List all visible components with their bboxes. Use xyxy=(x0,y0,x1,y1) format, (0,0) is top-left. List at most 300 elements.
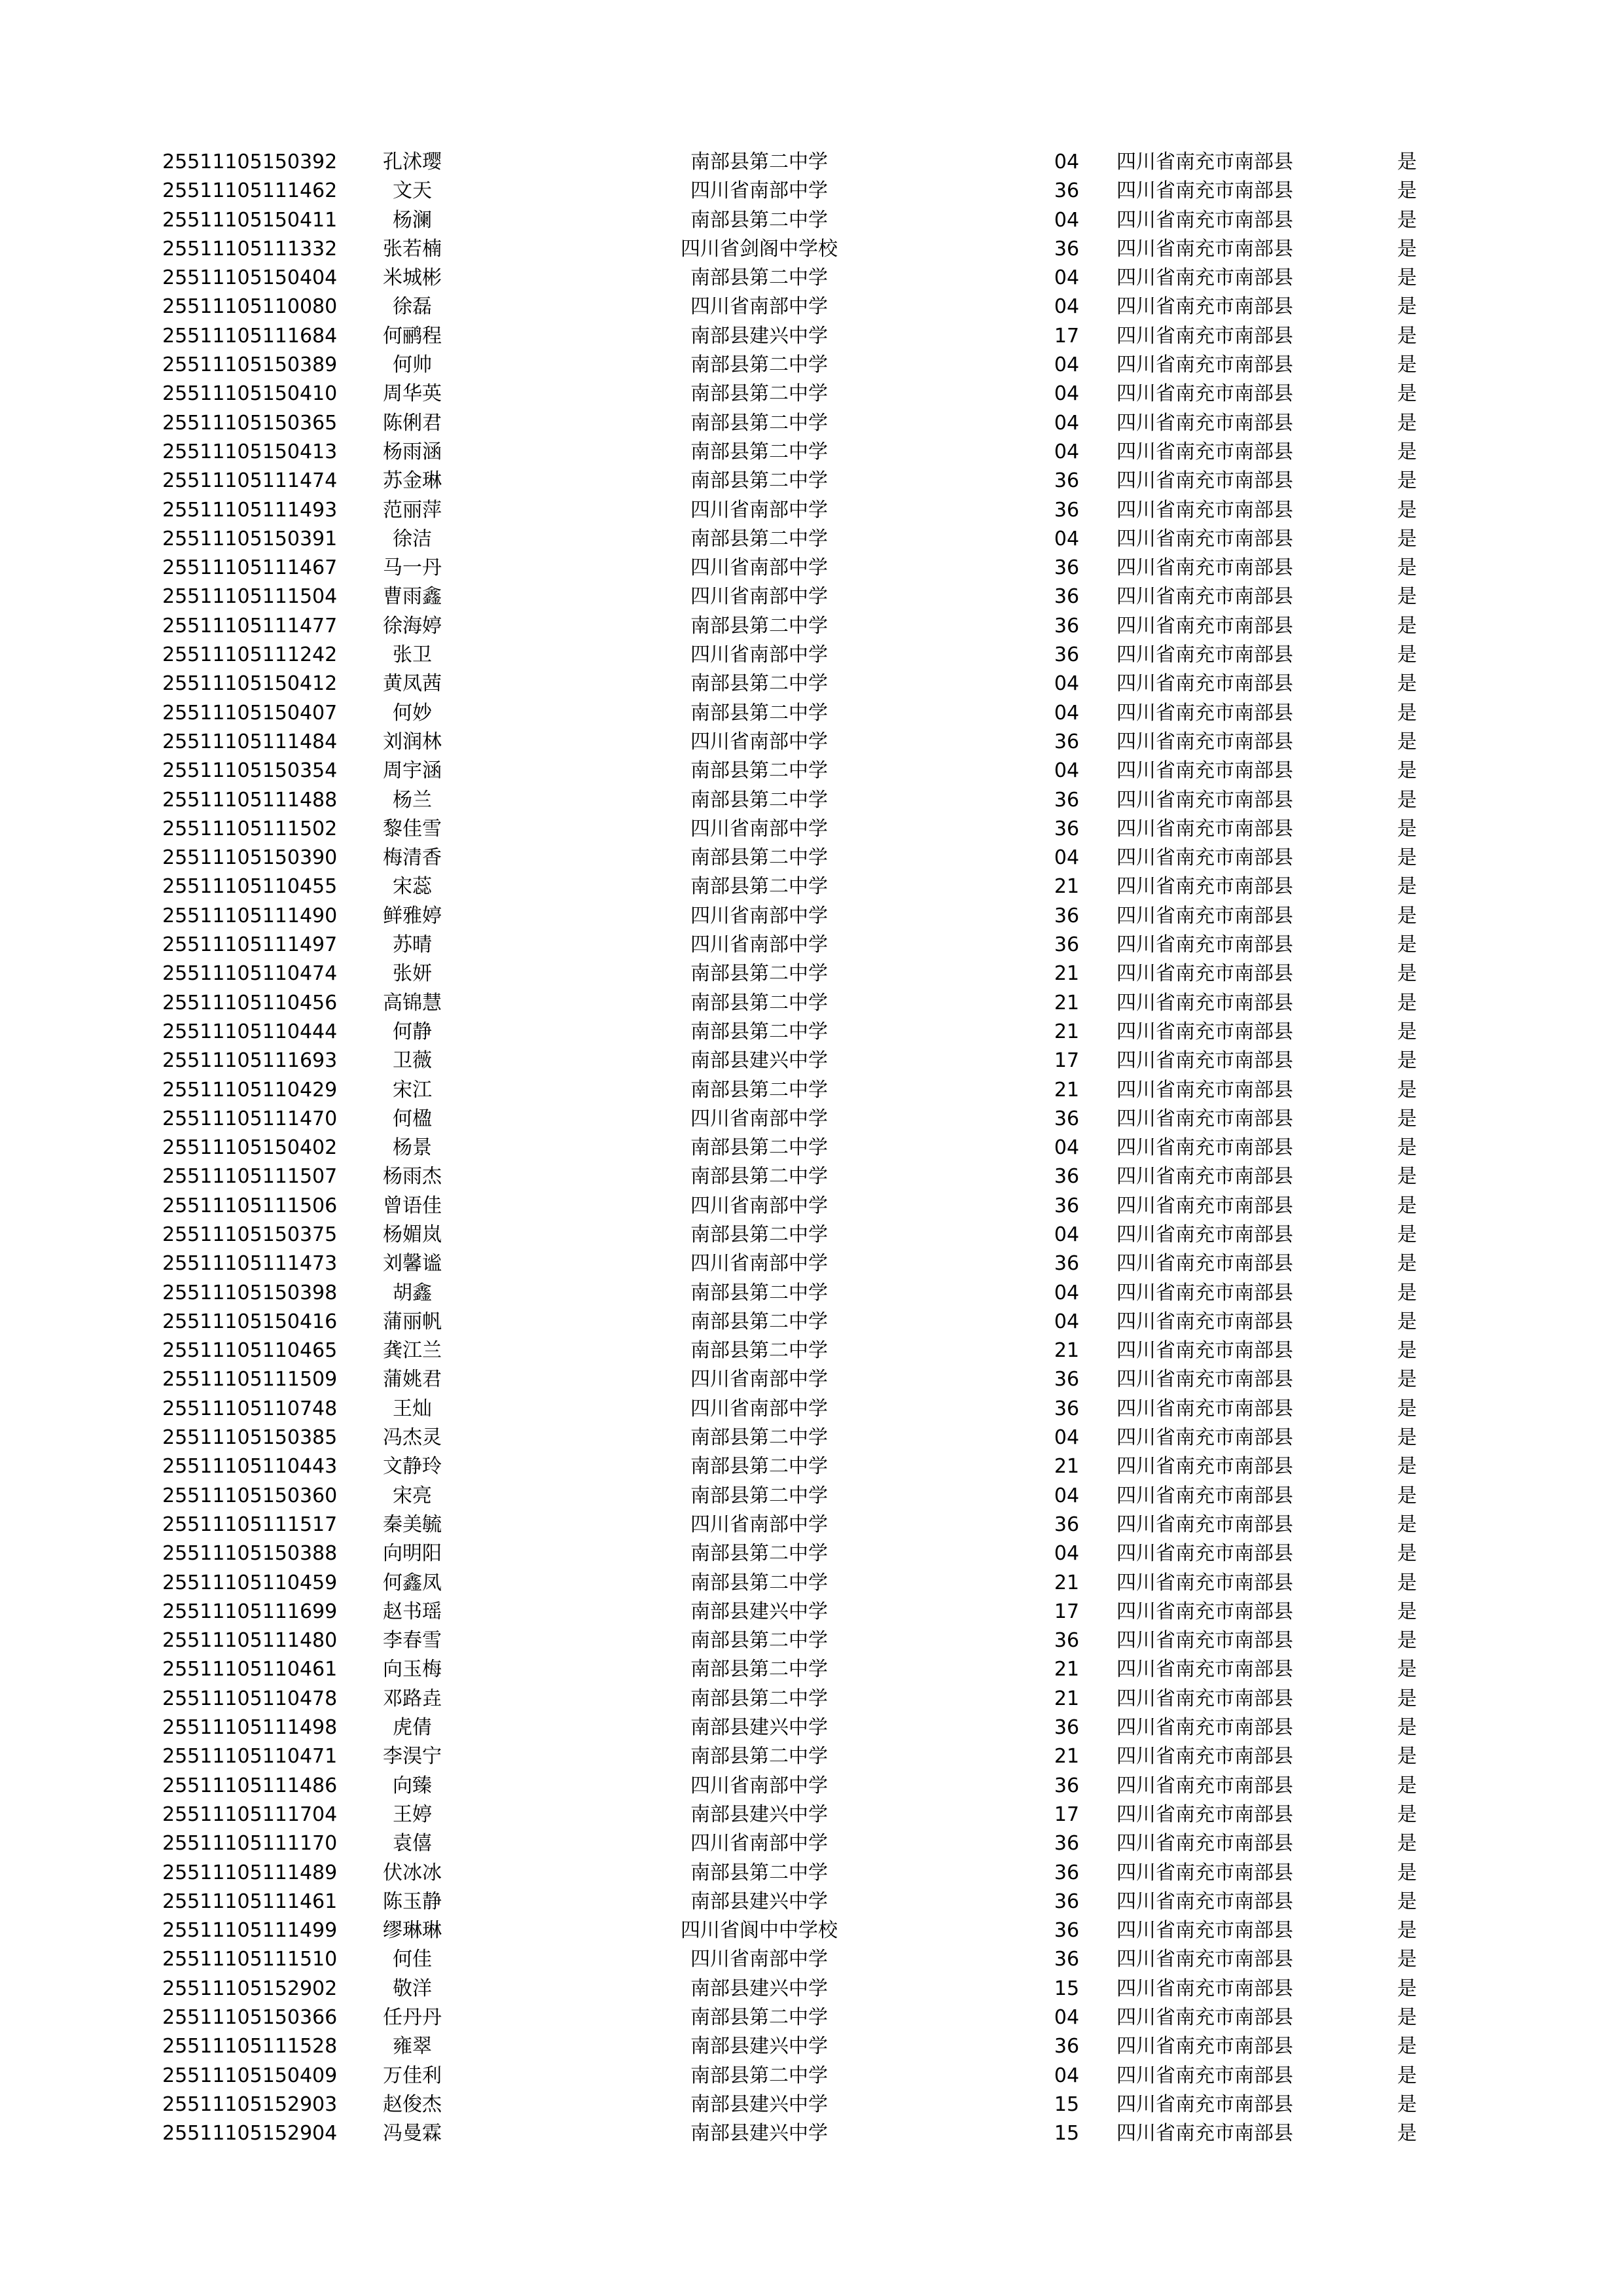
student-name: 雍翠 xyxy=(393,2035,432,2058)
table-row xyxy=(0,1685,1623,1713)
table-row xyxy=(0,786,1623,815)
status-flag: 是 xyxy=(1397,1745,1417,1768)
student-name: 何静 xyxy=(393,1020,432,1043)
status-flag: 是 xyxy=(1397,759,1417,783)
region: 四川省南充市南部县 xyxy=(1116,1368,1293,1391)
status-flag: 是 xyxy=(1397,1310,1417,1333)
student-name: 宋江 xyxy=(393,1078,432,1102)
table-row xyxy=(0,2119,1623,2148)
exam-number: 25511105111462 xyxy=(162,179,338,203)
exam-number: 25511105150354 xyxy=(162,759,338,783)
exam-number: 25511105150411 xyxy=(162,208,338,232)
status-flag: 是 xyxy=(1397,817,1417,840)
status-flag: 是 xyxy=(1397,1281,1417,1304)
school-name: 南部县第二中学 xyxy=(690,614,828,637)
student-name: 冯杰灵 xyxy=(383,1426,442,1450)
category-code: 04 xyxy=(1054,208,1080,232)
exam-number: 25511105150375 xyxy=(162,1223,338,1246)
exam-number: 25511105111467 xyxy=(162,556,338,580)
category-code: 36 xyxy=(1054,1368,1080,1391)
region: 四川省南充市南部县 xyxy=(1116,411,1293,435)
region: 四川省南充市南部县 xyxy=(1116,295,1293,319)
region: 四川省南充市南部县 xyxy=(1116,1774,1293,1797)
exam-number: 25511105152903 xyxy=(162,2092,338,2116)
exam-number: 25511105111510 xyxy=(162,1948,338,1971)
exam-number: 25511105111480 xyxy=(162,1629,338,1653)
school-name: 南部县建兴中学 xyxy=(690,1803,828,1826)
student-name: 李春雪 xyxy=(383,1629,442,1653)
category-code: 21 xyxy=(1054,875,1080,899)
status-flag: 是 xyxy=(1397,1078,1417,1102)
category-code: 21 xyxy=(1054,962,1080,986)
table-row xyxy=(0,1916,1623,1945)
table-row xyxy=(0,1829,1623,1858)
status-flag: 是 xyxy=(1397,933,1417,957)
exam-number: 25511105111497 xyxy=(162,933,338,957)
student-name: 王婷 xyxy=(393,1803,432,1826)
school-name: 南部县第二中学 xyxy=(690,788,828,812)
student-name: 曹雨鑫 xyxy=(383,585,442,609)
school-name: 南部县第二中学 xyxy=(690,266,828,290)
table-row xyxy=(0,148,1623,177)
category-code: 04 xyxy=(1054,1223,1080,1246)
exam-number: 25511105150389 xyxy=(162,353,338,377)
table-row xyxy=(0,554,1623,583)
status-flag: 是 xyxy=(1397,1600,1417,1623)
exam-number: 25511105150416 xyxy=(162,1310,338,1333)
student-name: 曾语佳 xyxy=(383,1194,442,1217)
student-name: 马一丹 xyxy=(383,556,442,580)
exam-number: 25511105150365 xyxy=(162,411,338,435)
school-name: 南部县第二中学 xyxy=(690,759,828,783)
table-row xyxy=(0,1975,1623,2003)
region: 四川省南充市南部县 xyxy=(1116,962,1293,986)
exam-number: 25511105111461 xyxy=(162,1890,338,1913)
student-name: 杨媚岚 xyxy=(383,1223,442,1246)
table-row xyxy=(0,1598,1623,1626)
status-flag: 是 xyxy=(1397,266,1417,290)
category-code: 17 xyxy=(1054,324,1080,348)
exam-number: 25511105111490 xyxy=(162,904,338,927)
table-row xyxy=(0,902,1623,931)
student-name: 苏晴 xyxy=(393,933,432,957)
region: 四川省南充市南部县 xyxy=(1116,151,1293,173)
student-name: 米城彬 xyxy=(383,266,442,290)
student-name: 冯曼霖 xyxy=(383,2122,442,2145)
school-name: 南部县第二中学 xyxy=(690,962,828,986)
region: 四川省南充市南部县 xyxy=(1116,1919,1293,1943)
roster-table xyxy=(0,148,1623,2148)
exam-number: 25511105150410 xyxy=(162,382,338,406)
student-name: 苏金琳 xyxy=(383,469,442,493)
exam-number: 25511105150392 xyxy=(162,151,338,173)
table-row xyxy=(0,641,1623,670)
student-name: 徐磊 xyxy=(393,295,432,319)
exam-number: 25511105111470 xyxy=(162,1107,338,1130)
student-name: 万佳利 xyxy=(383,2064,442,2087)
student-name: 杨澜 xyxy=(393,208,432,232)
category-code: 36 xyxy=(1054,788,1080,812)
region: 四川省南充市南部县 xyxy=(1116,1948,1293,1971)
status-flag: 是 xyxy=(1397,730,1417,753)
student-name: 周宇涵 xyxy=(383,759,442,783)
student-name: 卫薇 xyxy=(393,1049,432,1073)
exam-number: 25511105111489 xyxy=(162,1861,338,1884)
exam-number: 25511105111684 xyxy=(162,324,338,348)
category-code: 04 xyxy=(1054,701,1080,725)
status-flag: 是 xyxy=(1397,469,1417,493)
category-code: 21 xyxy=(1054,1745,1080,1768)
exam-number: 25511105110459 xyxy=(162,1571,338,1594)
table-row xyxy=(0,1539,1623,1568)
region: 四川省南充市南部县 xyxy=(1116,846,1293,870)
status-flag: 是 xyxy=(1397,1049,1417,1073)
table-row xyxy=(0,1859,1623,1888)
exam-number: 25511105111484 xyxy=(162,730,338,753)
category-code: 36 xyxy=(1054,904,1080,927)
status-flag: 是 xyxy=(1397,1020,1417,1043)
school-name: 南部县第二中学 xyxy=(690,701,828,725)
status-flag: 是 xyxy=(1397,1542,1417,1566)
category-code: 21 xyxy=(1054,1658,1080,1681)
table-row xyxy=(0,960,1623,988)
region: 四川省南充市南部县 xyxy=(1116,1542,1293,1566)
school-name: 南部县第二中学 xyxy=(690,1745,828,1768)
category-code: 36 xyxy=(1054,1832,1080,1856)
student-name: 李淏宁 xyxy=(383,1745,442,1768)
table-row xyxy=(0,1945,1623,1974)
school-name: 四川省南部中学 xyxy=(690,179,828,203)
category-code: 36 xyxy=(1054,179,1080,203)
region: 四川省南充市南部县 xyxy=(1116,1745,1293,1768)
school-name: 南部县建兴中学 xyxy=(690,2035,828,2058)
region: 四川省南充市南部县 xyxy=(1116,1658,1293,1681)
school-name: 南部县第二中学 xyxy=(690,151,828,173)
table-row xyxy=(0,2062,1623,2090)
category-code: 36 xyxy=(1054,1252,1080,1276)
student-name: 何帅 xyxy=(393,353,432,377)
table-row xyxy=(0,409,1623,438)
category-code: 36 xyxy=(1054,1629,1080,1653)
region: 四川省南充市南部县 xyxy=(1116,759,1293,783)
category-code: 21 xyxy=(1054,1020,1080,1043)
exam-number: 25511105110456 xyxy=(162,991,338,1014)
table-row xyxy=(0,1134,1623,1162)
student-name: 文静玲 xyxy=(383,1455,442,1479)
student-name: 秦美毓 xyxy=(383,1513,442,1536)
table-row xyxy=(0,264,1623,293)
school-name: 南部县第二中学 xyxy=(690,208,828,232)
school-name: 四川省南部中学 xyxy=(690,585,828,609)
school-name: 南部县第二中学 xyxy=(690,1687,828,1710)
school-name: 四川省南部中学 xyxy=(690,1252,828,1276)
status-flag: 是 xyxy=(1397,1571,1417,1594)
exam-number: 25511105150390 xyxy=(162,846,338,870)
school-name: 四川省南部中学 xyxy=(690,643,828,667)
region: 四川省南充市南部县 xyxy=(1116,1165,1293,1189)
region: 四川省南充市南部县 xyxy=(1116,1977,1293,2000)
exam-number: 25511105110471 xyxy=(162,1745,338,1768)
status-flag: 是 xyxy=(1397,1890,1417,1913)
school-name: 南部县第二中学 xyxy=(690,2064,828,2087)
table-row xyxy=(0,872,1623,901)
school-name: 南部县第二中学 xyxy=(690,1629,828,1653)
status-flag: 是 xyxy=(1397,1339,1417,1363)
category-code: 36 xyxy=(1054,556,1080,580)
category-code: 36 xyxy=(1054,1919,1080,1943)
school-name: 四川省南部中学 xyxy=(690,1513,828,1536)
region: 四川省南充市南部县 xyxy=(1116,469,1293,493)
student-name: 蒲姚君 xyxy=(383,1368,442,1391)
category-code: 36 xyxy=(1054,1861,1080,1884)
table-row xyxy=(0,525,1623,554)
exam-number: 25511105110443 xyxy=(162,1455,338,1479)
exam-number: 25511105110461 xyxy=(162,1658,338,1681)
exam-number: 25511105150409 xyxy=(162,2064,338,2087)
category-code: 21 xyxy=(1054,1078,1080,1102)
category-code: 04 xyxy=(1054,759,1080,783)
exam-number: 25511105110455 xyxy=(162,875,338,899)
table-row xyxy=(0,815,1623,844)
region: 四川省南充市南部县 xyxy=(1116,440,1293,463)
school-name: 四川省南部中学 xyxy=(690,1107,828,1130)
table-row xyxy=(0,1626,1623,1655)
region: 四川省南充市南部县 xyxy=(1116,730,1293,753)
region: 四川省南充市南部县 xyxy=(1116,2122,1293,2145)
category-code: 36 xyxy=(1054,237,1080,260)
category-code: 04 xyxy=(1054,672,1080,696)
region: 四川省南充市南部县 xyxy=(1116,2092,1293,2116)
exam-number: 25511105111506 xyxy=(162,1194,338,1217)
status-flag: 是 xyxy=(1397,1803,1417,1826)
status-flag: 是 xyxy=(1397,1397,1417,1420)
table-row xyxy=(0,583,1623,611)
status-flag: 是 xyxy=(1397,585,1417,609)
exam-number: 25511105111488 xyxy=(162,788,338,812)
status-flag: 是 xyxy=(1397,672,1417,696)
category-code: 36 xyxy=(1054,817,1080,840)
student-name: 龚江兰 xyxy=(383,1339,442,1363)
category-code: 36 xyxy=(1054,585,1080,609)
region: 四川省南充市南部县 xyxy=(1116,1600,1293,1623)
status-flag: 是 xyxy=(1397,1977,1417,2000)
student-name: 梅清香 xyxy=(383,846,442,870)
school-name: 南部县第二中学 xyxy=(690,1484,828,1507)
exam-number: 25511105150412 xyxy=(162,672,338,696)
exam-number: 25511105111493 xyxy=(162,498,338,522)
table-row xyxy=(0,438,1623,467)
region: 四川省南充市南部县 xyxy=(1116,875,1293,899)
exam-number: 25511105111704 xyxy=(162,1803,338,1826)
exam-number: 25511105110080 xyxy=(162,295,338,319)
exam-number: 25511105111504 xyxy=(162,585,338,609)
region: 四川省南充市南部县 xyxy=(1116,1455,1293,1479)
school-name: 四川省南部中学 xyxy=(690,1832,828,1856)
status-flag: 是 xyxy=(1397,904,1417,927)
school-name: 南部县第二中学 xyxy=(690,1020,828,1043)
school-name: 南部县第二中学 xyxy=(690,1658,828,1681)
school-name: 南部县第二中学 xyxy=(690,1455,828,1479)
student-name: 虎倩 xyxy=(393,1716,432,1740)
exam-number: 25511105111242 xyxy=(162,643,338,667)
exam-number: 25511105111517 xyxy=(162,1513,338,1536)
category-code: 21 xyxy=(1054,991,1080,1014)
status-flag: 是 xyxy=(1397,1861,1417,1884)
region: 四川省南充市南部县 xyxy=(1116,1020,1293,1043)
student-name: 徐洁 xyxy=(393,527,432,550)
category-code: 17 xyxy=(1054,1049,1080,1073)
region: 四川省南充市南部县 xyxy=(1116,1803,1293,1826)
table-row xyxy=(0,293,1623,321)
region: 四川省南充市南部县 xyxy=(1116,1571,1293,1594)
school-name: 南部县第二中学 xyxy=(690,672,828,696)
student-name: 文天 xyxy=(393,179,432,203)
status-flag: 是 xyxy=(1397,1455,1417,1479)
category-code: 04 xyxy=(1054,266,1080,290)
status-flag: 是 xyxy=(1397,411,1417,435)
exam-number: 25511105110478 xyxy=(162,1687,338,1710)
exam-number: 25511105110748 xyxy=(162,1397,338,1420)
category-code: 04 xyxy=(1054,1542,1080,1566)
student-name: 张若楠 xyxy=(383,237,442,260)
school-name: 南部县第二中学 xyxy=(690,875,828,899)
school-name: 南部县第二中学 xyxy=(690,1165,828,1189)
region: 四川省南充市南部县 xyxy=(1116,2006,1293,2029)
school-name: 南部县第二中学 xyxy=(690,1078,828,1102)
student-name: 何楹 xyxy=(393,1107,432,1130)
exam-number: 25511105111332 xyxy=(162,237,338,260)
student-name: 赵俊杰 xyxy=(383,2092,442,2116)
school-name: 南部县第二中学 xyxy=(690,1861,828,1884)
school-name: 南部县建兴中学 xyxy=(690,1977,828,2000)
status-flag: 是 xyxy=(1397,2064,1417,2087)
student-name: 黄凤茜 xyxy=(383,672,442,696)
school-name: 南部县建兴中学 xyxy=(690,1890,828,1913)
table-row xyxy=(0,351,1623,380)
category-code: 36 xyxy=(1054,498,1080,522)
status-flag: 是 xyxy=(1397,498,1417,522)
region: 四川省南充市南部县 xyxy=(1116,237,1293,260)
school-name: 南部县建兴中学 xyxy=(690,2122,828,2145)
student-name: 伏冰冰 xyxy=(383,1861,442,1884)
category-code: 36 xyxy=(1054,469,1080,493)
exam-number: 25511105111528 xyxy=(162,2035,338,2058)
status-flag: 是 xyxy=(1397,1687,1417,1710)
exam-number: 25511105150366 xyxy=(162,2006,338,2029)
status-flag: 是 xyxy=(1397,2122,1417,2145)
exam-number: 25511105111477 xyxy=(162,614,338,637)
school-name: 南部县第二中学 xyxy=(690,1223,828,1246)
table-row xyxy=(0,670,1623,698)
table-row xyxy=(0,1742,1623,1771)
school-name: 南部县建兴中学 xyxy=(690,1049,828,1073)
table-row xyxy=(0,177,1623,206)
student-name: 何鹂程 xyxy=(383,324,442,348)
table-row xyxy=(0,467,1623,495)
exam-number: 25511105150385 xyxy=(162,1426,338,1450)
region: 四川省南充市南部县 xyxy=(1116,817,1293,840)
table-row xyxy=(0,1772,1623,1801)
region: 四川省南充市南部县 xyxy=(1116,1049,1293,1073)
region: 四川省南充市南部县 xyxy=(1116,353,1293,377)
student-name: 徐海婷 xyxy=(383,614,442,637)
exam-number: 25511105111502 xyxy=(162,817,338,840)
exam-number: 25511105111507 xyxy=(162,1165,338,1189)
category-code: 21 xyxy=(1054,1571,1080,1594)
exam-number: 25511105111509 xyxy=(162,1368,338,1391)
school-name: 南部县第二中学 xyxy=(690,1136,828,1160)
table-row xyxy=(0,1365,1623,1394)
student-name: 杨雨涵 xyxy=(383,440,442,463)
category-code: 36 xyxy=(1054,1397,1080,1420)
status-flag: 是 xyxy=(1397,1136,1417,1160)
school-name: 南部县第二中学 xyxy=(690,469,828,493)
category-code: 17 xyxy=(1054,1803,1080,1826)
category-code: 04 xyxy=(1054,1136,1080,1160)
student-name: 宋亮 xyxy=(393,1484,432,1507)
status-flag: 是 xyxy=(1397,1223,1417,1246)
category-code: 36 xyxy=(1054,1890,1080,1913)
table-row xyxy=(0,1395,1623,1424)
table-row xyxy=(0,2003,1623,2032)
status-flag: 是 xyxy=(1397,2006,1417,2029)
category-code: 04 xyxy=(1054,295,1080,319)
region: 四川省南充市南部县 xyxy=(1116,1687,1293,1710)
table-row xyxy=(0,931,1623,960)
category-code: 04 xyxy=(1054,1426,1080,1450)
region: 四川省南充市南部县 xyxy=(1116,933,1293,957)
exam-number: 25511105110444 xyxy=(162,1020,338,1043)
school-name: 四川省南部中学 xyxy=(690,1397,828,1420)
region: 四川省南充市南部县 xyxy=(1116,1484,1293,1507)
table-row xyxy=(0,206,1623,235)
category-code: 15 xyxy=(1054,1977,1080,2000)
region: 四川省南充市南部县 xyxy=(1116,585,1293,609)
school-name: 南部县建兴中学 xyxy=(690,1716,828,1740)
category-code: 21 xyxy=(1054,1687,1080,1710)
region: 四川省南充市南部县 xyxy=(1116,1107,1293,1130)
status-flag: 是 xyxy=(1397,1484,1417,1507)
status-flag: 是 xyxy=(1397,1919,1417,1943)
table-row xyxy=(0,322,1623,351)
exam-number: 25511105150413 xyxy=(162,440,338,463)
student-name: 向玉梅 xyxy=(383,1658,442,1681)
status-flag: 是 xyxy=(1397,643,1417,667)
exam-number: 25511105150402 xyxy=(162,1136,338,1160)
table-row xyxy=(0,1482,1623,1511)
exam-number: 25511105152904 xyxy=(162,2122,338,2145)
category-code: 04 xyxy=(1054,846,1080,870)
student-name: 高锦慧 xyxy=(383,991,442,1014)
school-name: 四川省南部中学 xyxy=(690,904,828,927)
exam-number: 25511105150360 xyxy=(162,1484,338,1507)
status-flag: 是 xyxy=(1397,991,1417,1014)
region: 四川省南充市南部县 xyxy=(1116,2035,1293,2058)
region: 四川省南充市南部县 xyxy=(1116,498,1293,522)
region: 四川省南充市南部县 xyxy=(1116,1194,1293,1217)
category-code: 17 xyxy=(1054,1600,1080,1623)
student-name: 张卫 xyxy=(393,643,432,667)
category-code: 04 xyxy=(1054,411,1080,435)
school-name: 四川省南部中学 xyxy=(690,498,828,522)
student-name: 向明阳 xyxy=(383,1542,442,1566)
exam-number: 25511105111699 xyxy=(162,1600,338,1623)
region: 四川省南充市南部县 xyxy=(1116,991,1293,1014)
table-row xyxy=(0,1018,1623,1047)
table-row xyxy=(0,1655,1623,1684)
table-row xyxy=(0,757,1623,785)
student-name: 杨雨杰 xyxy=(383,1165,442,1189)
